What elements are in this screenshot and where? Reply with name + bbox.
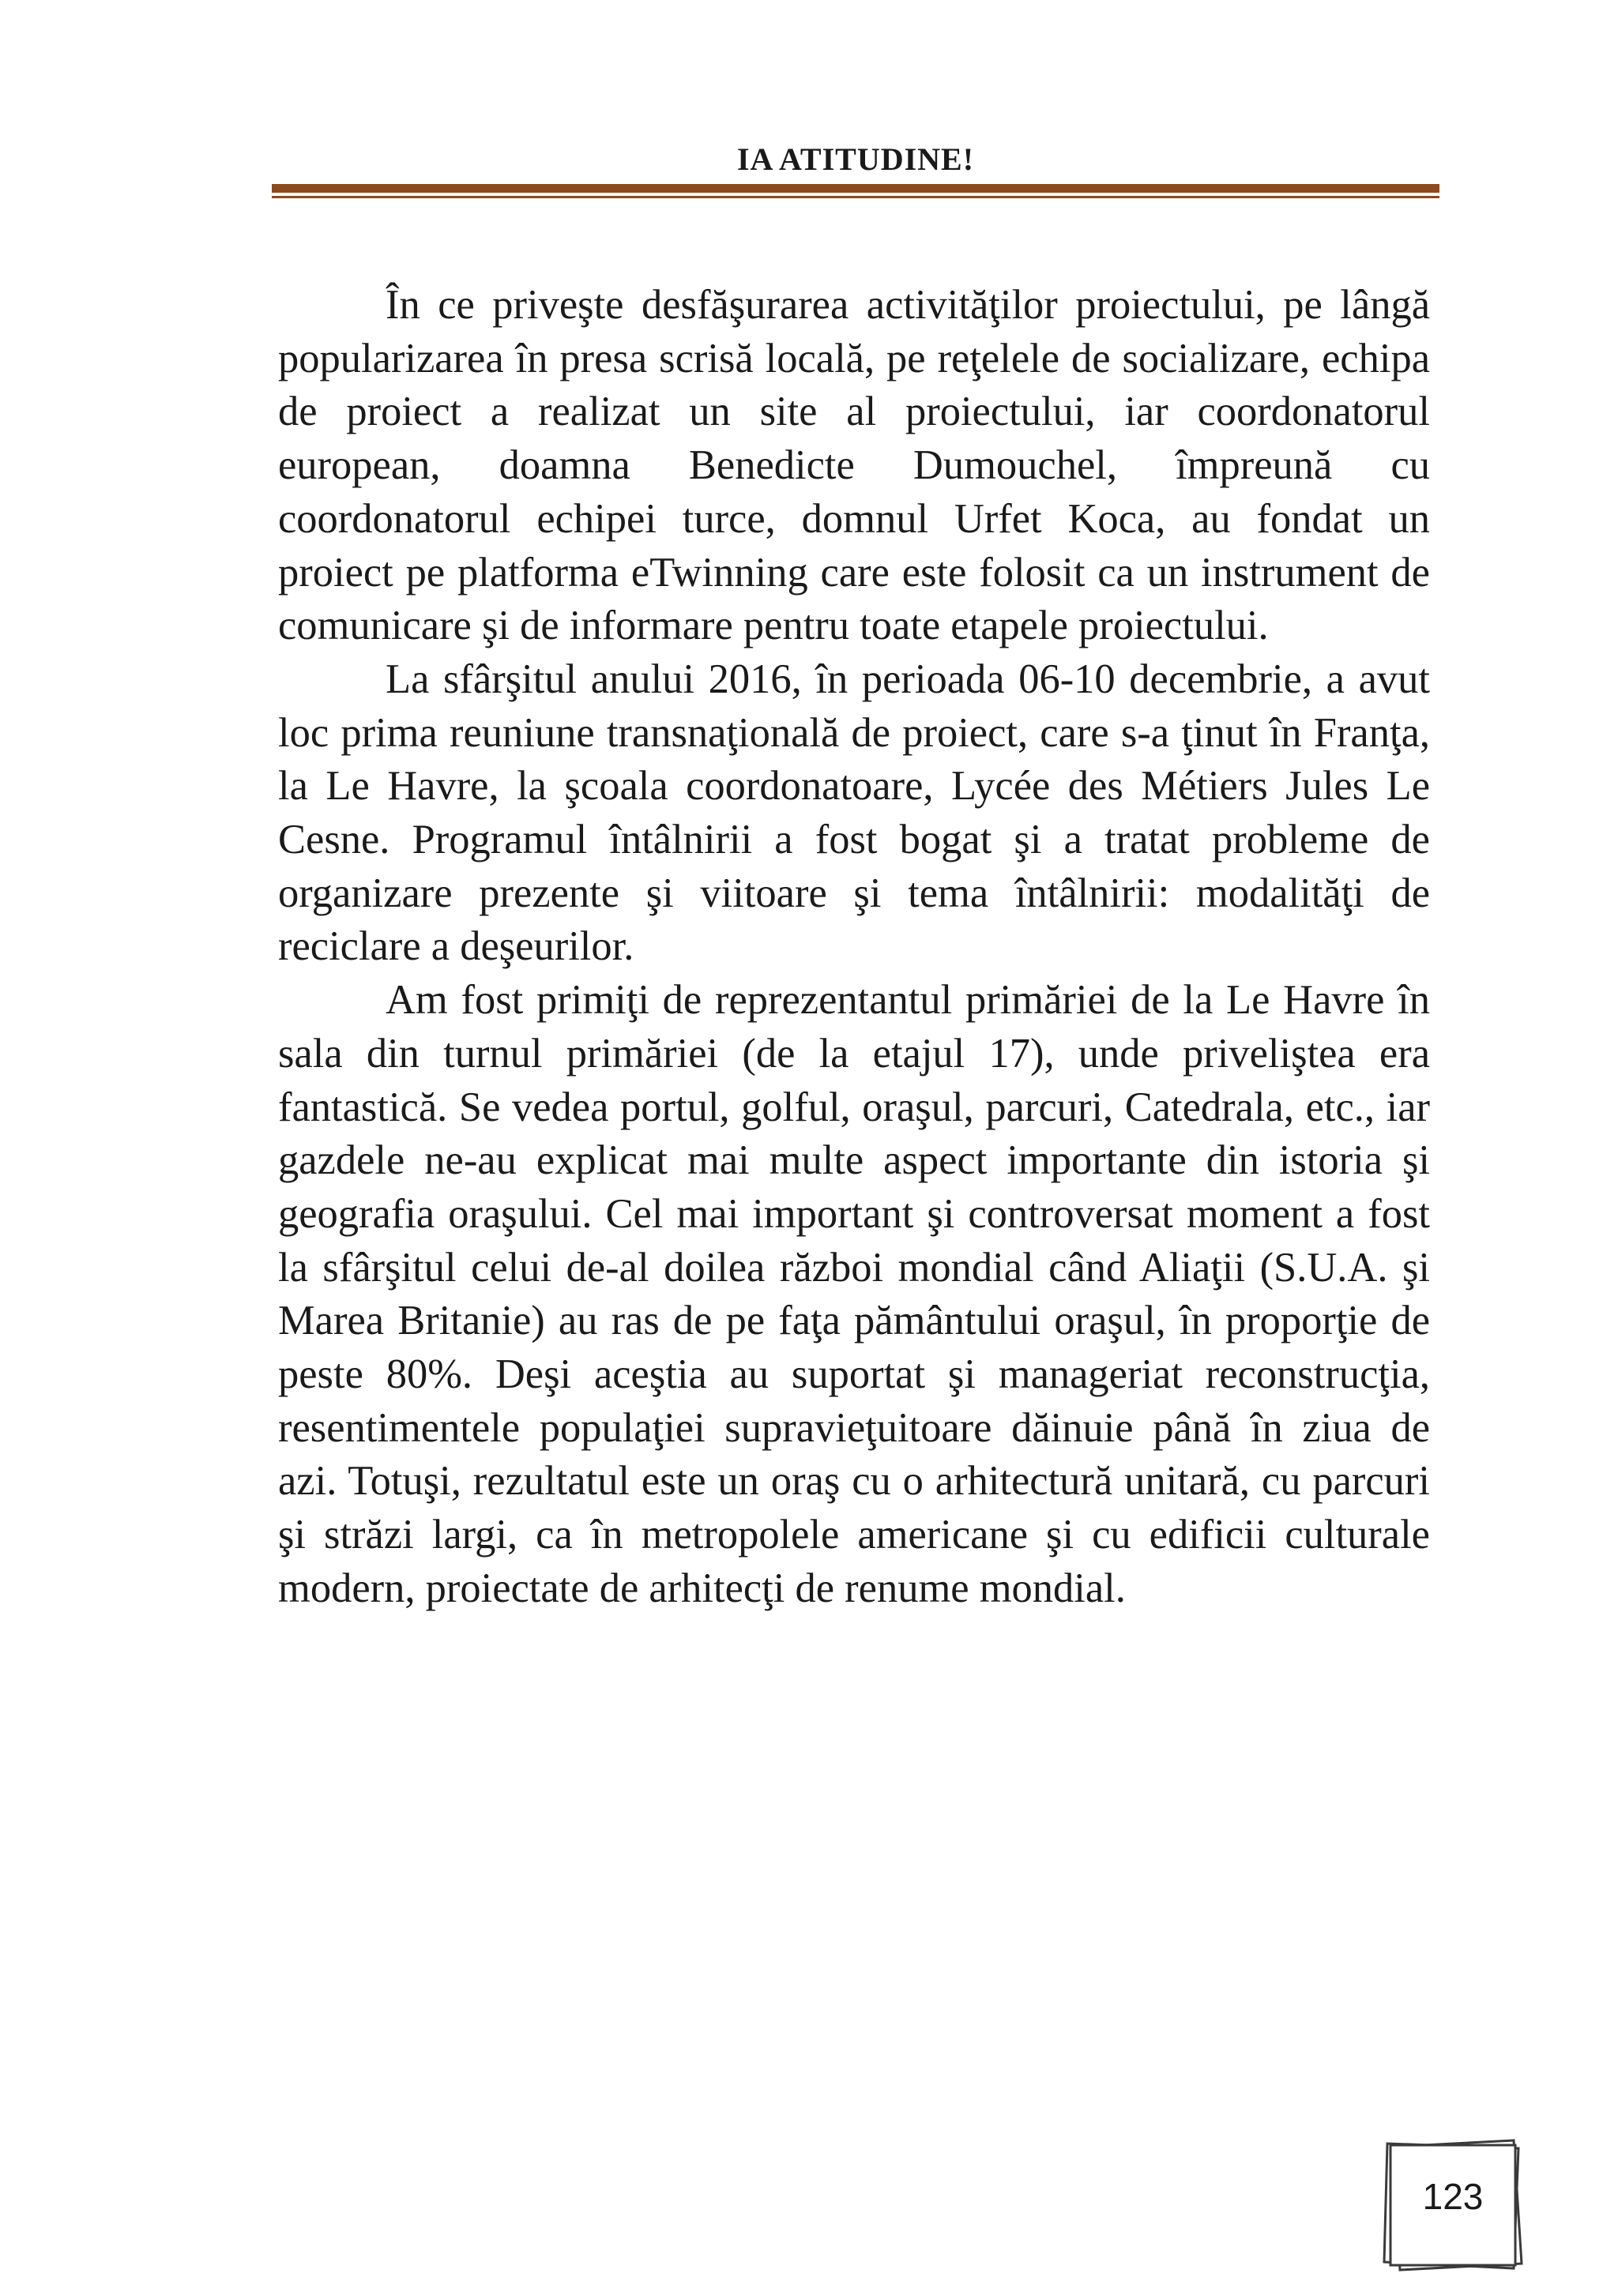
paragraph-3: Am fost primiţi de reprezentantul primăriei de la Le Havre în sala din turnul primăriei (de la etajul 17), unde priveliştea era fantastică. Se vedea portul, golful, oraşul, parcuri, Catedrala, etc., iar gazdele ne-au explicat mai multe aspect importante din istoria şi geografia oraşului. Cel mai important şi controversat moment a fost la sfârşitul celui de-al doilea război mondial când Aliaţii (S.U.A. şi Marea Britanie) au ras de pe faţa pământului oraşul, în proporţie de peste 80%. Deşi aceştia au suportat şi manageriat reconstrucţia, resentimentele populaţiei supravieţuitoare dăinuie până în ziua de azi. Totuşi, rezultatul este un oraş cu o arhitectură unitară, cu parcuri şi străzi largi, ca în metropolele americane şi cu edificii culturale modern, proiectate de arhitecţi de renume mondial. [278,977,1430,1611]
header-rule-thin [272,196,1439,198]
page-number: 123 [1422,2176,1484,2217]
paragraph-2: La sfârşitul anului 2016, în perioada 06-10 decembrie, a avut loc prima reuniune transnaţională de proiect, care s-a ţinut în Franţa, la Le Havre, la şcoala coordonatoare, Lycée des Métiers Jules Le Cesne. Programul întâlnirii a fost bogat şi a tratat probleme de organizare prezente şi viitoare şi tema întâlnirii: modalităţi de reciclare a deşeurilor. [278,656,1430,970]
body-text [278,279,1430,1616]
running-header-title: IA ATITUDINE! [736,141,975,177]
header-rule-thick [272,184,1439,193]
paragraph-1: În ce priveşte desfăşurarea activităţilor proiectului, pe lângă popularizarea în presa scrisă locală, pe reţelele de socializare, echipa de proiect a realizat un site al proiectului, iar coordonatorul european, doamna Benedicte Dumouchel, împreună cu coordonatorul echipei turce, domnul Urfet Koca, au fondat un proiect pe platforma eTwinning care este folosit ca un instrument de comunicare şi de informare pentru toate etapele proiectului. [278,282,1430,649]
page-number-frame [1379,2137,1526,2273]
